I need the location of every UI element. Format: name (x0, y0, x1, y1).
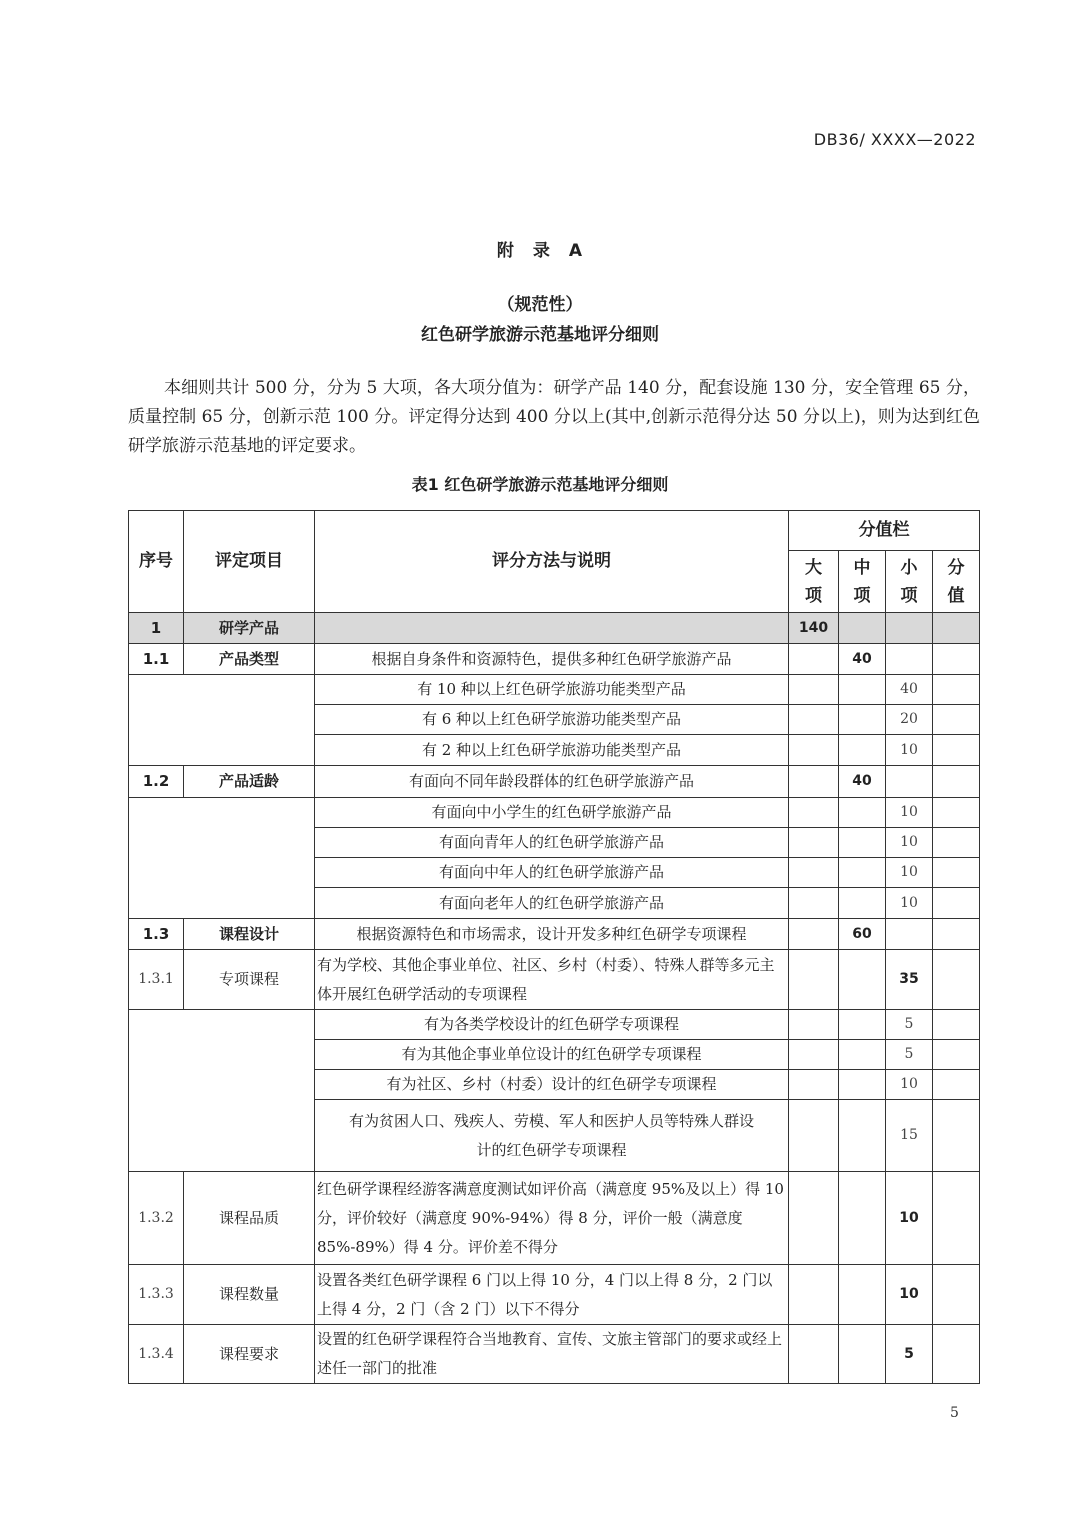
row-desc: 有为学校、其他企事业单位、社区、乡村（村委）、特殊人群等多元主体开展红色研学活动的专项课程 (315, 950, 789, 1010)
row-desc: 根据资源特色和市场需求，设计开发多种红色研学专项课程 (315, 919, 789, 950)
table-row (129, 1325, 980, 1384)
intro-paragraph: 本细则共计 500 分，分为 5 大项，各大项分值为：研学产品 140 分，配套设施 130 分，安全管理 65 分，质量控制 65 分，创新示范 100 分。评定得分达到 400 分以上(其中,创新示范得分达 50 分以上)，则为达到红色研学旅游示范基地的评定要求。 (128, 378, 980, 456)
row-minor: 10 (886, 1265, 933, 1325)
page-number: 5 (950, 1405, 959, 1421)
row-seq: 1.1 (129, 644, 184, 675)
row-minor: 5 (886, 1010, 933, 1040)
row-seq: 1.2 (129, 766, 184, 798)
row-item: 产品适龄 (184, 766, 315, 798)
row-desc: 有面向老年人的红色研学旅游产品 (315, 888, 789, 919)
table-row (129, 675, 980, 705)
row-seq: 1.3 (129, 919, 184, 950)
document-code: DB36/ XXXX—2022 (813, 130, 976, 149)
appendix-title: 附 录 A (496, 241, 584, 261)
row-seq: 1.3.2 (129, 1172, 184, 1265)
row-middle: 40 (839, 766, 886, 798)
row-minor: 10 (886, 888, 933, 919)
row-item: 课程品质 (184, 1172, 315, 1265)
row-desc: 红色研学课程经游客满意度测试如评价高（满意度 95%及以上）得 10 分，评价较好（满意度 90%-94%）得 8 分，评价一般（满意度 85%-89%）得 4 分。评价差不得分 (315, 1172, 789, 1265)
row-seq: 1.3.3 (129, 1265, 184, 1325)
row-desc: 有为其他企事业单位设计的红色研学专项课程 (315, 1040, 789, 1070)
score-table (128, 510, 980, 1384)
row-minor: 15 (886, 1100, 933, 1172)
row-desc: 有面向中年人的红色研学旅游产品 (315, 858, 789, 888)
table-row (129, 919, 980, 950)
row-item: 产品类型 (184, 644, 315, 675)
table-row (129, 644, 980, 675)
table-caption: 表1 红色研学旅游示范基地评分细则 (411, 475, 669, 494)
row-minor: 5 (886, 1040, 933, 1070)
row-minor: 5 (886, 1325, 933, 1384)
row-desc: 根据自身条件和资源特色，提供多种红色研学旅游产品 (315, 644, 789, 675)
row-desc: 有面向不同年龄段群体的红色研学旅游产品 (315, 766, 789, 798)
header-middle: 中 项 (839, 551, 886, 613)
row-seq: 1.3.4 (129, 1325, 184, 1384)
normative-label: （规范性） (497, 295, 583, 315)
row-desc: 设置的红色研学课程符合当地教育、宣传、文旅主管部门的要求或经上述任一部门的批准 (315, 1325, 789, 1384)
row-minor: 40 (886, 675, 933, 705)
table-row (129, 798, 980, 828)
row-middle: 60 (839, 919, 886, 950)
row-desc: 有面向中小学生的红色研学旅游产品 (315, 798, 789, 828)
table-row (129, 1010, 980, 1040)
rules-title: 红色研学旅游示范基地评分细则 (421, 325, 659, 345)
row-desc (315, 613, 789, 644)
row-middle: 40 (839, 644, 886, 675)
row-desc: 有为各类学校设计的红色研学专项课程 (315, 1010, 789, 1040)
header-score-group: 分值栏 (789, 511, 980, 551)
row-desc: 有 2 种以上红色研学旅游功能类型产品 (315, 735, 789, 766)
row-minor: 10 (886, 828, 933, 858)
row-desc: 有 10 种以上红色研学旅游功能类型产品 (315, 675, 789, 705)
table-row (129, 1172, 980, 1265)
header-seq: 序号 (129, 511, 184, 613)
row-desc: 有面向青年人的红色研学旅游产品 (315, 828, 789, 858)
header-minor: 小 项 (886, 551, 933, 613)
row-item: 专项课程 (184, 950, 315, 1010)
row-desc: 设置各类红色研学课程 6 门以上得 10 分，4 门以上得 8 分，2 门以上得 4 分，2 门（含 2 门）以下不得分 (315, 1265, 789, 1325)
header-method: 评分方法与说明 (315, 511, 789, 613)
row-desc: 有为社区、乡村（村委）设计的红色研学专项课程 (315, 1070, 789, 1100)
table-row (129, 950, 980, 1010)
header-item: 评定项目 (184, 511, 315, 613)
row-major: 140 (789, 613, 839, 644)
row-desc: 有 6 种以上红色研学旅游功能类型产品 (315, 705, 789, 735)
row-minor: 20 (886, 705, 933, 735)
table-header-row (129, 511, 980, 551)
row-item: 课程数量 (184, 1265, 315, 1325)
row-item: 研学产品 (184, 613, 315, 644)
row-seq: 1 (129, 613, 184, 644)
table-row (129, 1265, 980, 1325)
row-item: 课程设计 (184, 919, 315, 950)
row-minor: 10 (886, 1070, 933, 1100)
row-minor: 10 (886, 858, 933, 888)
row-minor: 35 (886, 950, 933, 1010)
table-row (129, 766, 980, 798)
row-minor: 10 (886, 735, 933, 766)
row-desc: 有为贫困人口、残疾人、劳模、军人和医护人员等特殊人群设计的红色研学专项课程 (315, 1100, 789, 1172)
header-major: 大 项 (789, 551, 839, 613)
row-item: 课程要求 (184, 1325, 315, 1384)
row-seq: 1.3.1 (129, 950, 184, 1010)
table-row (129, 613, 980, 644)
row-minor: 10 (886, 1172, 933, 1265)
header-value: 分 值 (933, 551, 980, 613)
row-minor: 10 (886, 798, 933, 828)
